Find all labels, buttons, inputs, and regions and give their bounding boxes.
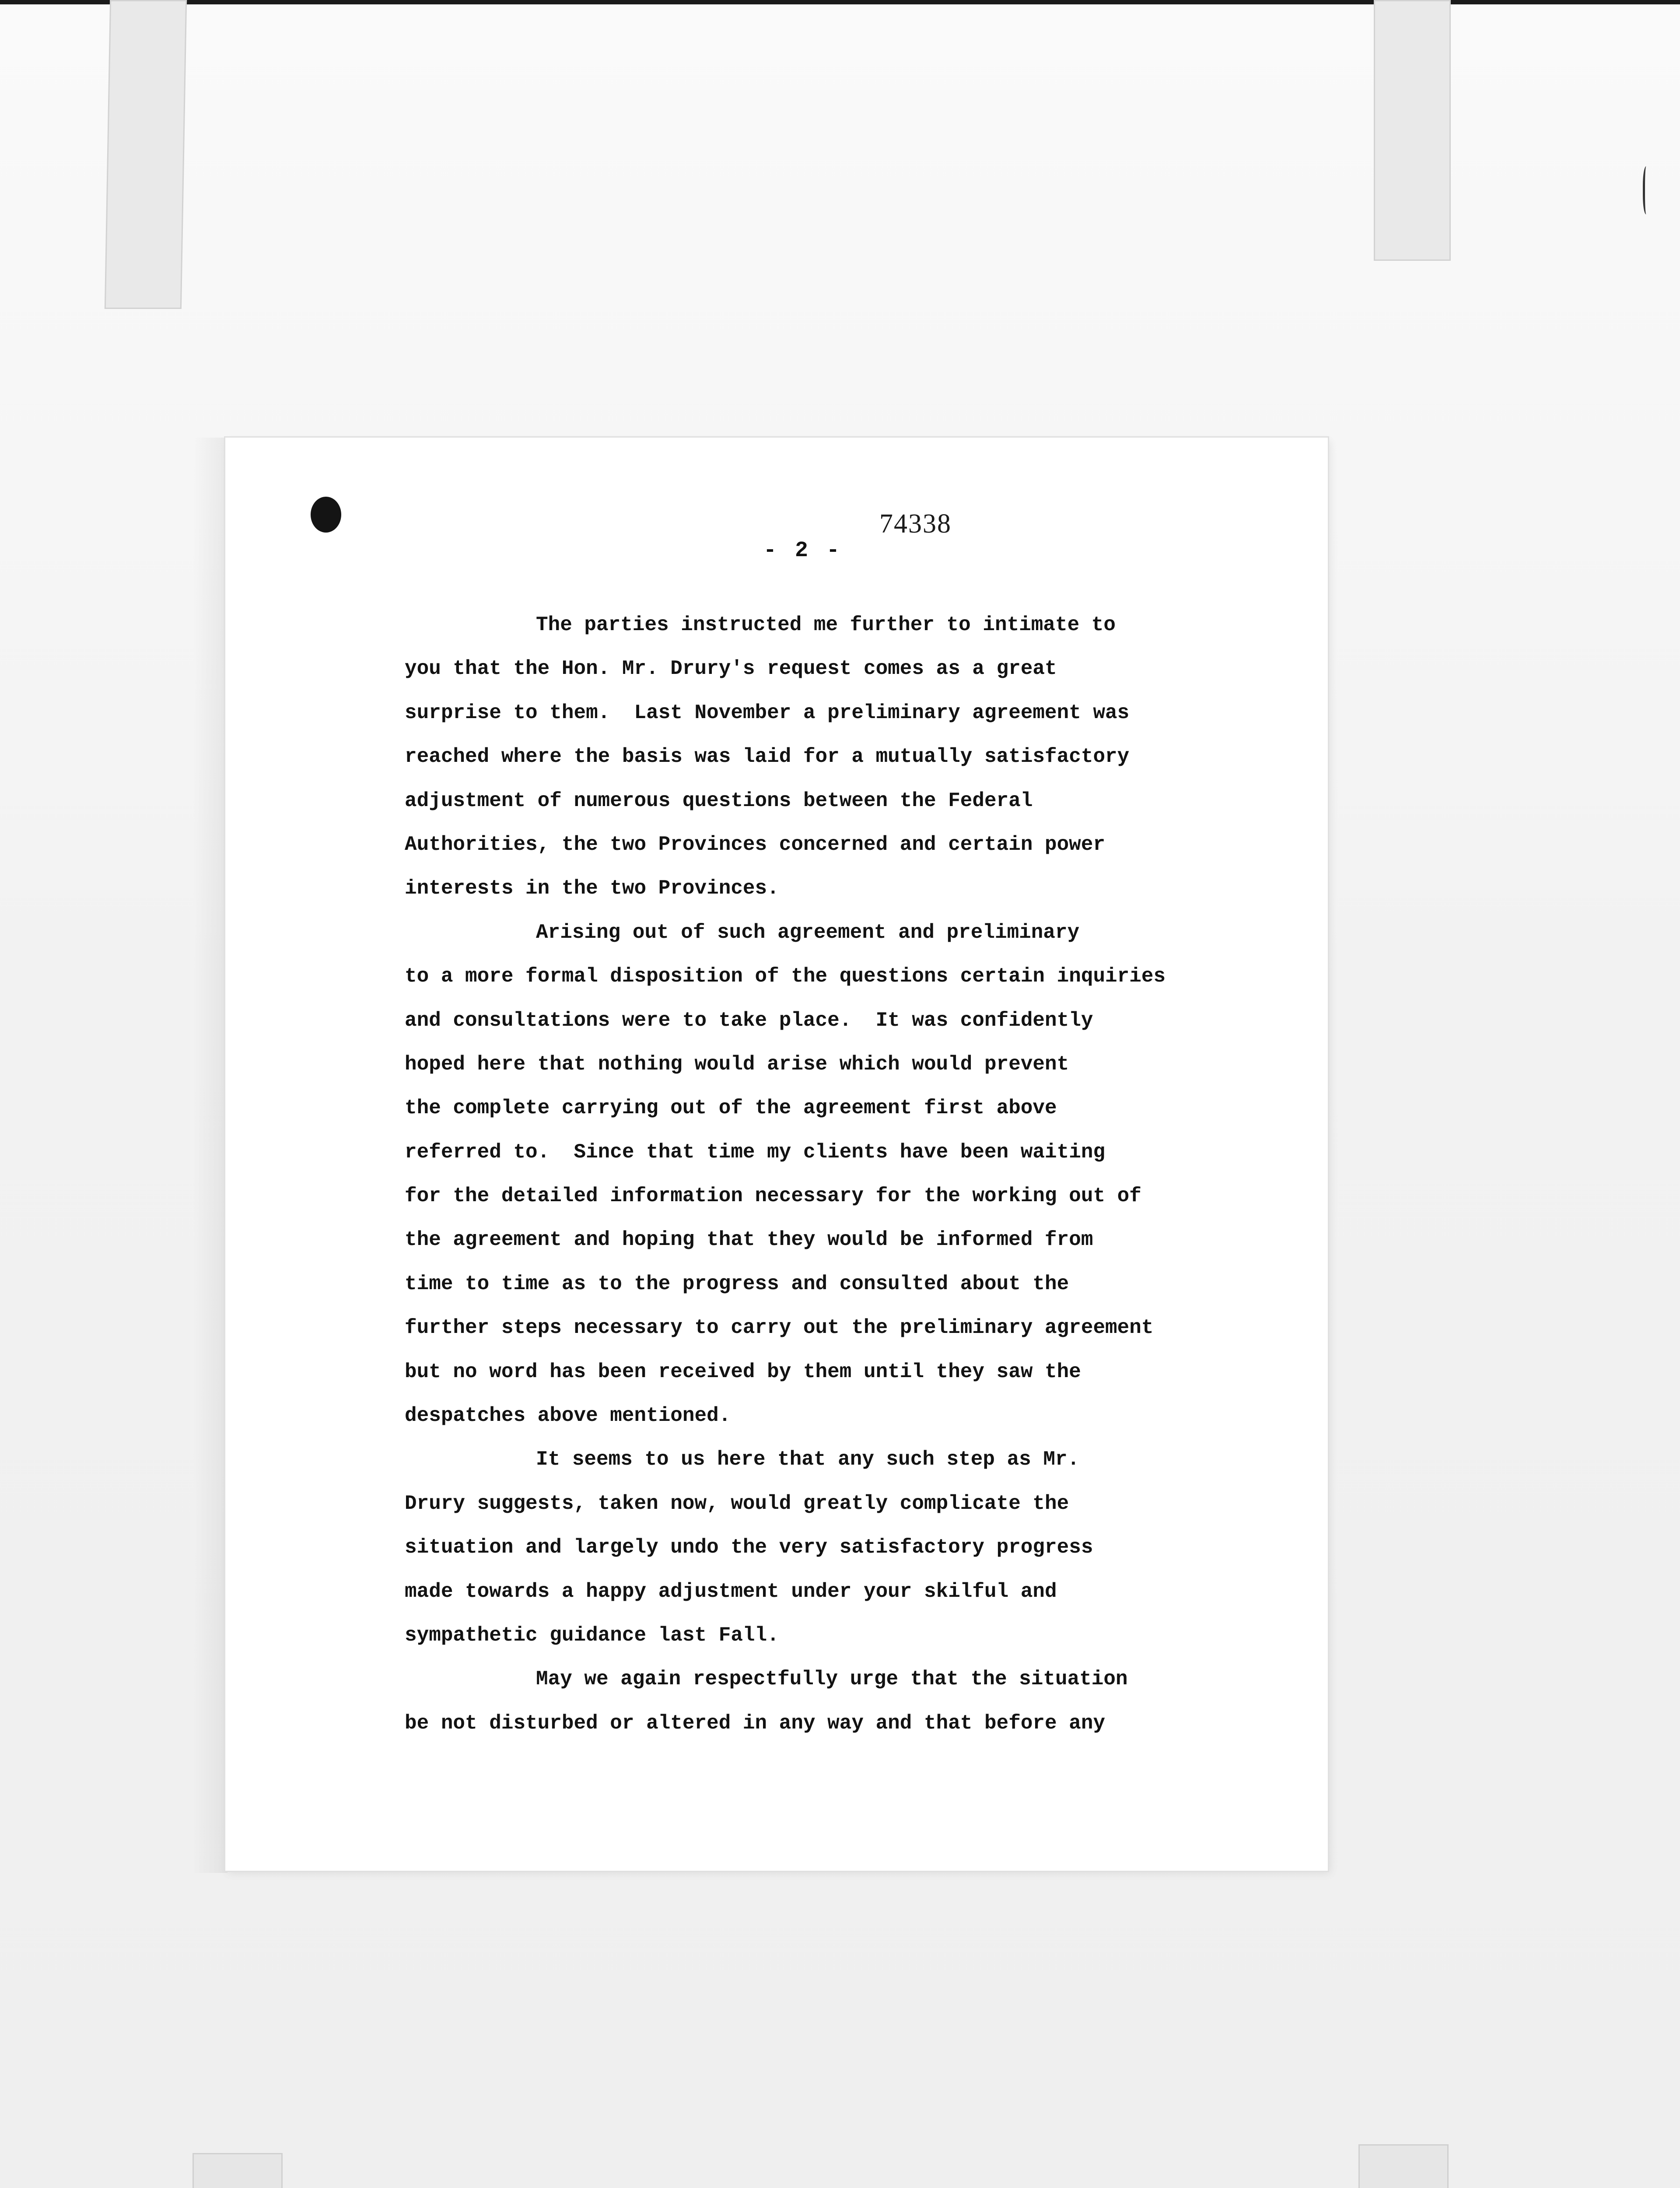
text-line: and consultations were to take place. It was confidently: [405, 1009, 1093, 1032]
text-line: The parties instructed me further to intimate to: [536, 614, 1116, 636]
document-stamp-number: 74338: [879, 509, 952, 539]
text-line: Drury suggests, taken now, would greatly complicate the: [405, 1492, 1069, 1515]
text-line: It seems to us here that any such step as Mr.: [536, 1448, 1080, 1471]
text-line: but no word has been received by them until they saw the: [405, 1360, 1081, 1383]
text-line: hoped here that nothing would arise which would prevent: [405, 1052, 1069, 1076]
label-tape-right: [1358, 2144, 1449, 2188]
text-line: further steps necessary to carry out the preliminary agreement: [405, 1316, 1154, 1339]
text-line: despatches above mentioned.: [405, 1404, 731, 1427]
text-line: to a more formal disposition of the questions certain inquiries: [405, 965, 1166, 988]
text-line: adjustment of numerous questions between the Federal: [405, 789, 1033, 812]
text-line: the complete carrying out of the agreement first above: [405, 1097, 1057, 1120]
paper-shadow: [192, 438, 228, 1873]
text-line: referred to. Since that time my clients have been waiting: [405, 1140, 1106, 1164]
text-line: the agreement and hoping that they would be informed from: [405, 1228, 1093, 1252]
label-tape-left: [192, 2153, 283, 2188]
mounting-tape-left: [105, 0, 187, 309]
page-number: - 2 -: [763, 538, 843, 563]
text-line: for the detailed information necessary for the working out of: [405, 1185, 1141, 1208]
text-line: Authorities, the two Provinces concerned and certain power: [405, 833, 1106, 856]
text-line: made towards a happy adjustment under your skilful and: [405, 1580, 1057, 1603]
text-line: sympathetic guidance last Fall.: [405, 1623, 779, 1647]
punch-hole: [311, 497, 341, 533]
text-line: situation and largely undo the very satisfactory progress: [405, 1536, 1093, 1559]
text-line: surprise to them. Last November a preliminary agreement was: [405, 701, 1130, 724]
text-line: interests in the two Provinces.: [405, 877, 779, 900]
text-line: Arising out of such agreement and preliminary: [536, 921, 1080, 944]
text-line: May we again respectfully urge that the situation: [536, 1668, 1128, 1691]
text-line: reached where the basis was laid for a mutually satisfactory: [405, 745, 1130, 768]
text-line: you that the Hon. Mr. Drury's request comes as a great: [405, 657, 1057, 680]
letter-body: [405, 603, 1271, 1745]
text-line: be not disturbed or altered in any way and that before any: [405, 1711, 1106, 1735]
text-line: time to time as to the progress and consulted about the: [405, 1272, 1069, 1295]
mounting-tape-right: [1374, 0, 1451, 261]
margin-mark: [1643, 166, 1651, 214]
